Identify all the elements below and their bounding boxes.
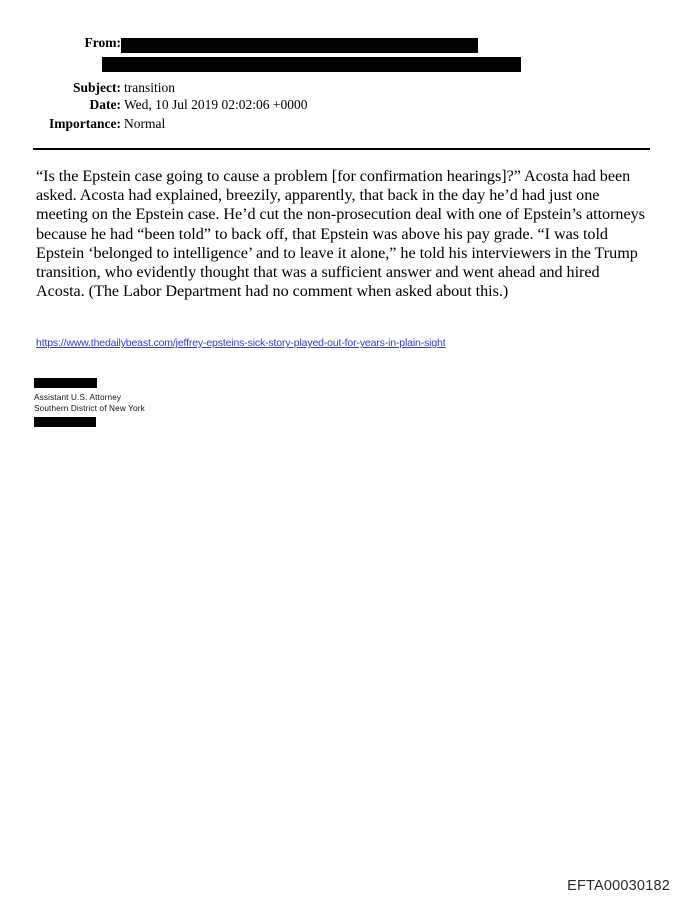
signature-name-redaction-bar — [34, 378, 97, 388]
from-label: From: — [84, 35, 121, 50]
header-row-date — [0, 98, 679, 112]
from-redaction-bar-continued — [102, 57, 521, 72]
signature-contact-redaction-bar — [34, 417, 96, 427]
header-row-subject — [0, 81, 679, 95]
date-label: Date: — [89, 97, 121, 112]
link-line — [36, 333, 648, 351]
signature-title: Assistant U.S. Attorney — [34, 393, 122, 402]
importance-label: Importance: — [49, 116, 121, 131]
signature-lines — [34, 392, 145, 414]
header-row-importance — [0, 117, 679, 131]
signature-office: Southern District of New York — [34, 404, 145, 413]
subject-label: Subject: — [73, 80, 121, 95]
email-body-paragraph: “Is the Epstein case going to cause a problem [for confirmation hearings]?” Acosta had been asked. Acosta had explained, breezily, apparently, that back in the day he’d had just one meeting on the Epstein case. He’d cut the non-prosecution deal with one of Epstein’s attorneys because he had “been told” to back off, that Epstein was above his pay grade. “I was told Epstein ‘belonged to intelligence’ and to leave it alone,” he told his interviewers in the Trump transition, who evidently thought that was a sufficient answer and went ahead and hired Acosta. (The Labor Department had no comment when asked about this.) — [36, 167, 645, 301]
subject-value: transition — [124, 80, 175, 95]
thedailybeast-article-link[interactable]: https://www.thedailybeast.com/jeffrey-epsteins-sick-story-played-out-for-years-in-plain-sight — [36, 337, 446, 349]
bates-number: EFTA00030182 — [567, 878, 670, 894]
header-body-divider — [33, 148, 650, 150]
importance-value: Normal — [124, 116, 166, 131]
from-redaction-bar — [121, 38, 478, 53]
date-value: Wed, 10 Jul 2019 02:02:06 +0000 — [124, 97, 308, 112]
